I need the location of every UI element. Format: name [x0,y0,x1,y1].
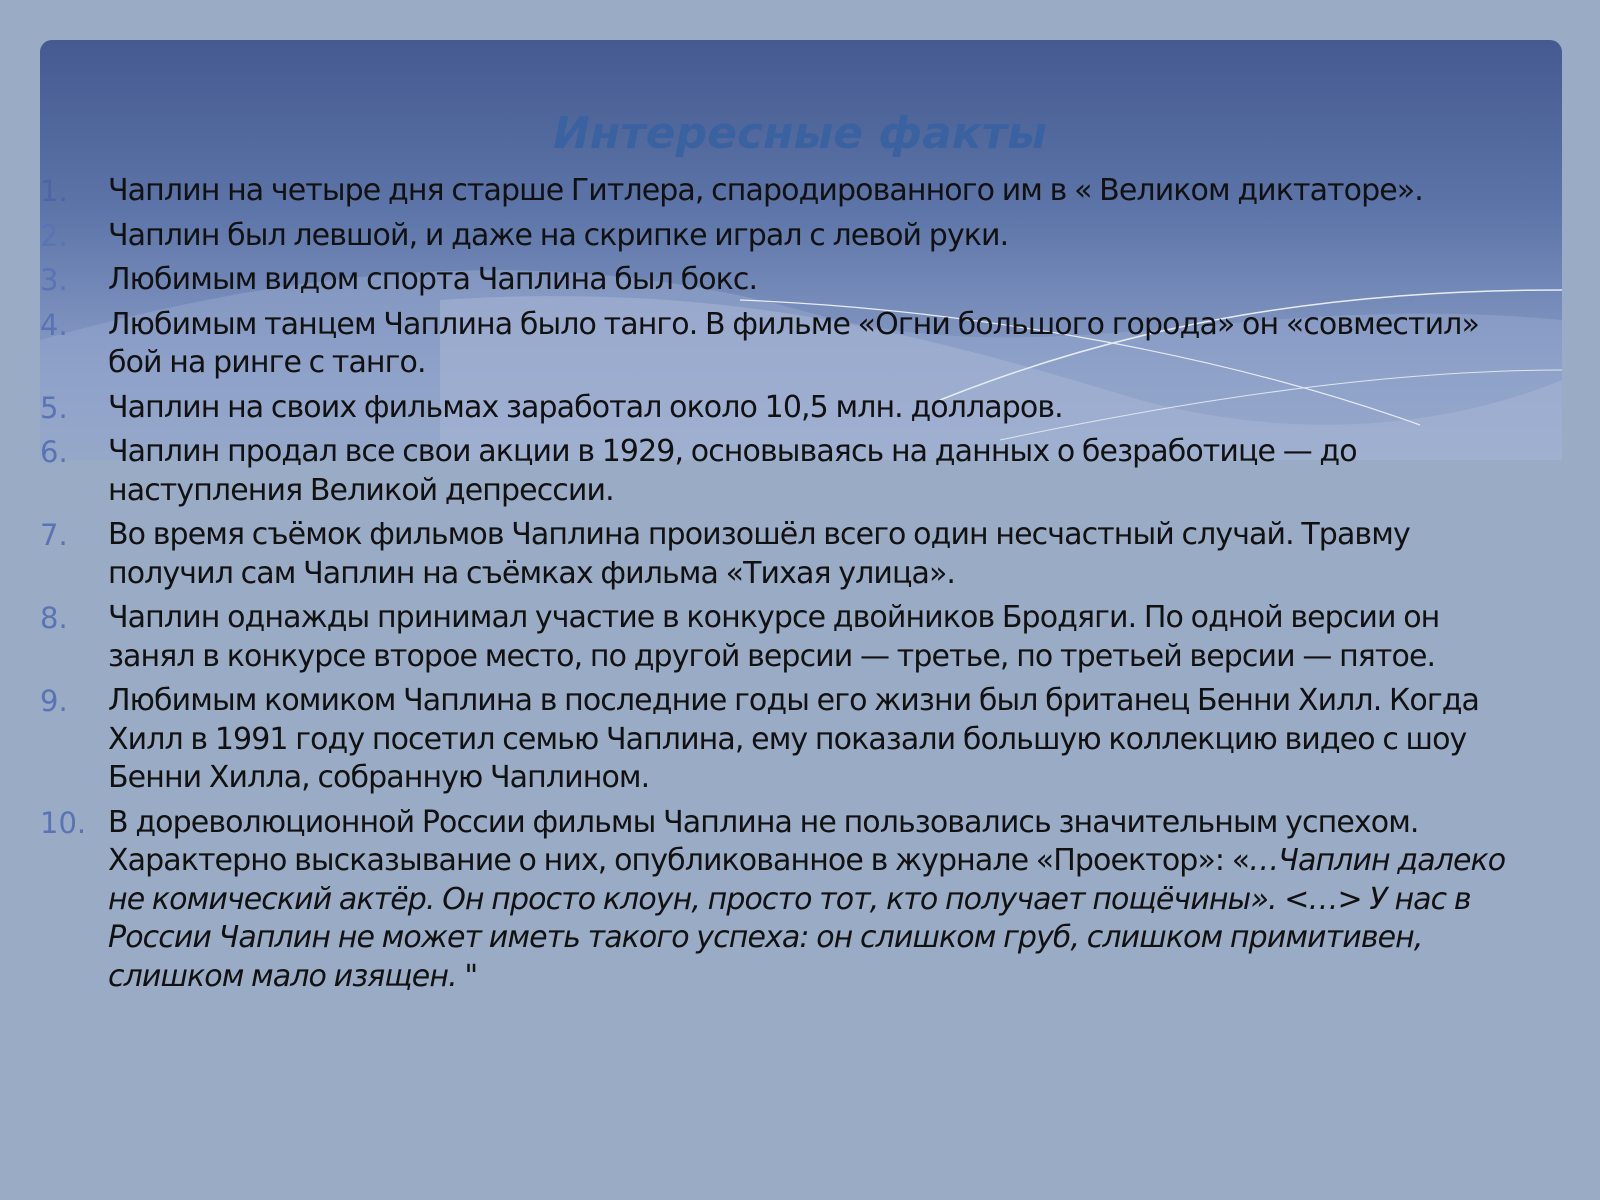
slide-title: Интересные факты [553,108,1047,159]
list-item-text: Любимым комиком Чаплина в последние годы его жизни был британец Бенни Хилл. Когда Хилл в 1991 году посетил семью Чаплина, ему показали большую коллекцию видео с шоу Бенни Хилла, собранную Чаплином. [108,683,1480,795]
list-item [40,433,1520,510]
list-number: 5. [40,390,68,425]
list-number: 7. [40,518,68,552]
list-item [40,516,1520,593]
list-item-text [108,804,1520,997]
list-item-text: Чаплин на своих фильмах заработал около 10,5 млн. долларов. [108,389,1063,425]
list-number: 1. [40,174,68,208]
list-item [40,682,1520,798]
list-number: 8. [40,601,68,635]
list-number: 4. [40,307,68,342]
list-number: 3. [40,263,68,297]
quote-intro: В дореволюционной России фильмы Чаплина не пользовались значительным успехом. Характерно высказывание о них, опубликованное в журнале «Проектор»: « [108,804,1419,878]
list-item-text: Чаплин продал все свои акции в 1929, основываясь на данных о безработице — до наступления Великой депрессии. [108,434,1357,508]
list-item [40,306,1520,383]
list-item-text: Во время съёмок фильмов Чаплина произошёл всего один несчастный случай. Травму получил сам Чаплин на съёмках фильма «Тихая улица». [108,517,1410,591]
list-item [40,261,1520,300]
quote-text: …Чаплин далеко не комический актёр. Он просто клоун, просто тот, кто получает пощёчины». <…> У нас в России Чаплин не может иметь такого успеха: он слишком груб, слишком примитивен, слишком мало изящен. " [108,843,1506,994]
facts-list [40,172,1520,1002]
list-item [40,389,1520,428]
list-item-text: Чаплин однажды принимал участие в конкурсе двойников Бродяги. По одной версии он занял в конкурсе второе место, по другой версии — третье, по третьей версии — пятое. [108,600,1440,674]
list-number: 10. [40,805,87,840]
list-item [40,599,1520,676]
list-item [40,172,1520,211]
list-number: 9. [40,684,68,718]
list-item-text: Чаплин был левшой, и даже на скрипке играл с левой руки. [108,217,1009,253]
list-number: 6. [40,435,68,469]
list-item [40,804,1520,997]
list-item-text: Любимым видом спорта Чаплина был бокс. [108,262,758,297]
list-item-text: Чаплин на четыре дня старше Гитлера, спародированного им в « Великом диктаторе». [108,173,1423,208]
list-number: 2. [40,218,68,253]
list-item [40,217,1520,256]
list-item-text: Любимым танцем Чаплина было танго. В фильме «Огни большого города» он «совместил» бой на ринге с танго. [108,306,1479,380]
